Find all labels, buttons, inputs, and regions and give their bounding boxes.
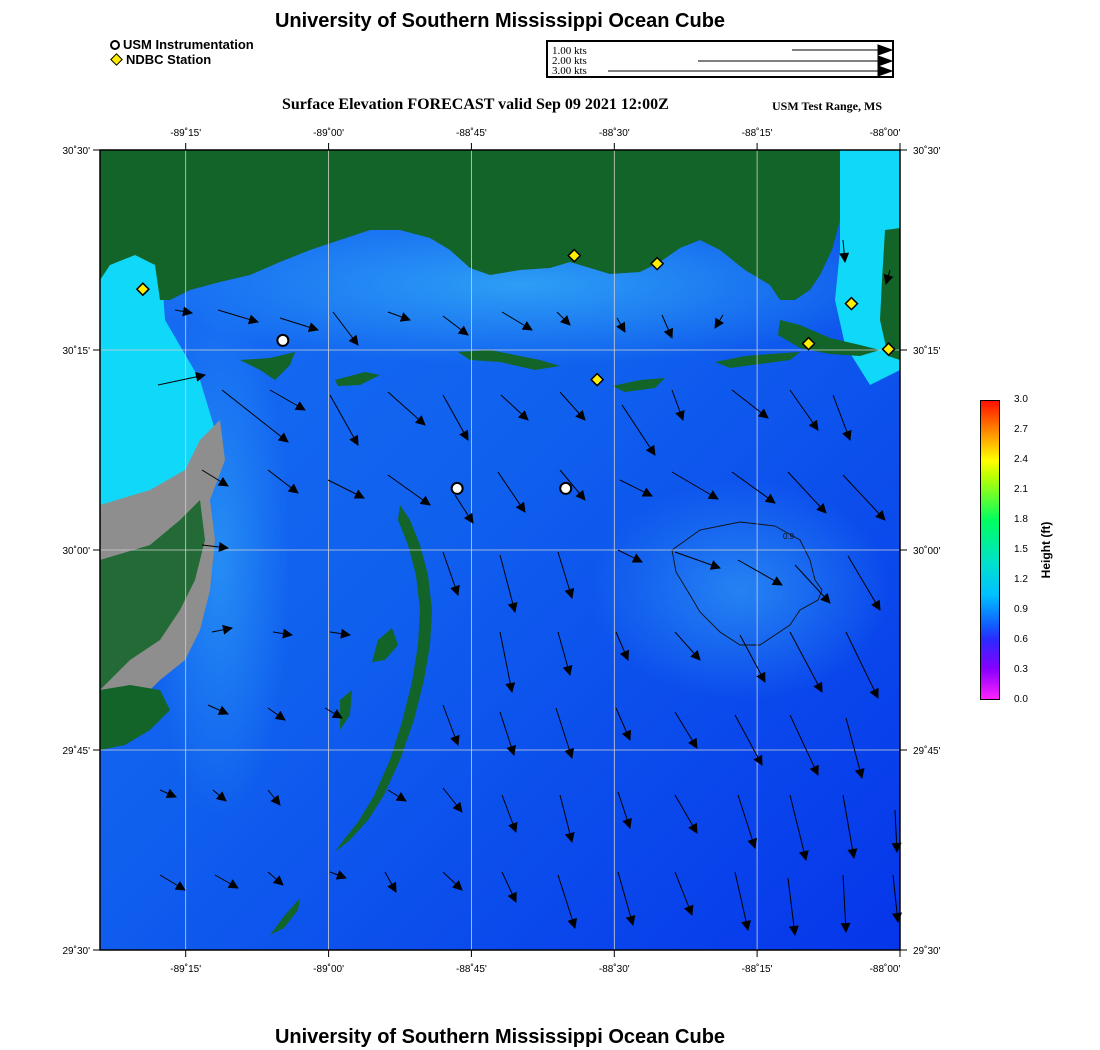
legend-ndbc-label: NDBC Station bbox=[126, 52, 212, 67]
map-title-top: University of Southern Mississippi Ocean Cube bbox=[274, 10, 726, 32]
lat-label-left-2: 30˚15' bbox=[62, 346, 90, 357]
legend-usm-label: USM Instrumentation bbox=[123, 37, 254, 52]
lat-label-left-3: 30˚00' bbox=[62, 546, 90, 557]
lon-label-top-2: -89˚00' bbox=[313, 128, 345, 139]
lon-label-bottom-4: -88˚30' bbox=[598, 964, 630, 975]
lat-label-right-1: 30˚30' bbox=[913, 146, 941, 157]
lon-label-top-3: -88˚45' bbox=[455, 128, 487, 139]
lat-label-left-1: 30˚30' bbox=[62, 146, 90, 157]
colorbar-tick: 1.2 bbox=[1014, 574, 1028, 585]
usm-station-marker bbox=[452, 483, 463, 494]
colorbar-tick: 3.0 bbox=[1014, 394, 1028, 405]
lon-label-bottom-1: -89˚15' bbox=[170, 964, 202, 975]
contour-label: 0.9 bbox=[783, 532, 795, 541]
lat-label-left-4: 29˚45' bbox=[62, 746, 90, 757]
colorbar-tick: 0.0 bbox=[1014, 694, 1028, 705]
lon-label-top-6: -88˚00' bbox=[869, 128, 901, 139]
colorbar-tick: 2.7 bbox=[1014, 424, 1028, 435]
colorbar-tick: 1.8 bbox=[1014, 514, 1028, 525]
lat-label-left-5: 29˚30' bbox=[62, 946, 90, 957]
forecast-subtitle: Surface Elevation FORECAST valid Sep 09 2021 12:00Z bbox=[282, 96, 669, 113]
lat-label-right-2: 30˚15' bbox=[913, 346, 941, 357]
lat-label-right-4: 29˚45' bbox=[913, 746, 941, 757]
map-title-bottom: University of Southern Mississippi Ocean Cube bbox=[274, 1026, 726, 1048]
scale-label-2kt: 2.00 kts bbox=[552, 55, 587, 67]
colorbar-tick: 0.6 bbox=[1014, 634, 1028, 645]
colorbar-tick: 1.5 bbox=[1014, 544, 1028, 555]
lat-label-right-5: 29˚30' bbox=[913, 946, 941, 957]
usm-station-marker bbox=[277, 335, 288, 346]
lon-label-top-5: -88˚15' bbox=[741, 128, 773, 139]
usm-station-marker bbox=[560, 483, 571, 494]
scale-label-3kt: 3.00 kts bbox=[552, 65, 587, 77]
lon-label-bottom-5: -88˚15' bbox=[741, 964, 773, 975]
lon-label-bottom-6: -88˚00' bbox=[869, 964, 901, 975]
colorbar-tick: 2.4 bbox=[1014, 454, 1028, 465]
lon-label-top-4: -88˚30' bbox=[598, 128, 630, 139]
colorbar-tick: 2.1 bbox=[1014, 484, 1028, 495]
colorbar-title: Height (ft) bbox=[1039, 521, 1053, 579]
lon-label-bottom-3: -88˚45' bbox=[455, 964, 487, 975]
scale-label-1kt: 1.00 kts bbox=[552, 45, 587, 57]
colorbar-tick: 0.9 bbox=[1014, 604, 1028, 615]
lat-label-right-3: 30˚00' bbox=[913, 546, 941, 557]
elevation-high-region bbox=[590, 480, 890, 700]
region-label: USM Test Range, MS bbox=[772, 99, 883, 113]
colorbar-tick: 0.3 bbox=[1014, 664, 1028, 675]
lon-label-top-1: -89˚15' bbox=[170, 128, 202, 139]
height-colorbar bbox=[980, 400, 1000, 700]
lon-label-bottom-2: -89˚00' bbox=[313, 964, 345, 975]
